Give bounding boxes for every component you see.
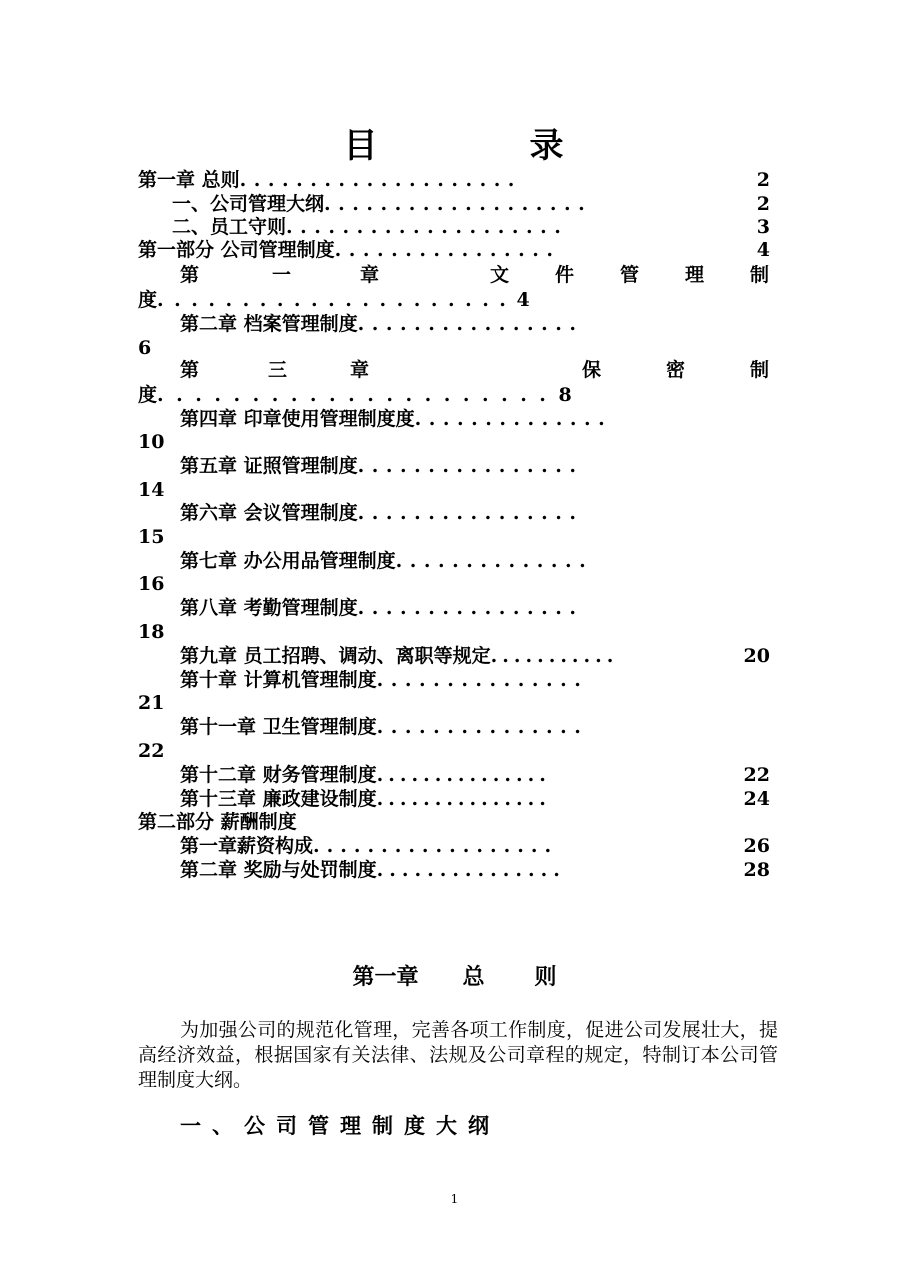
page-number: 1: [450, 1192, 459, 1206]
toc-entry-label: 第九章 员工招聘、调动、离职等规定: [180, 645, 491, 667]
toc-char: 第: [180, 264, 200, 286]
toc-char: 件: [555, 264, 575, 286]
chapter-heading-number: 第一章: [352, 964, 419, 990]
toc-char: 保: [582, 359, 602, 381]
chapter-heading: [0, 960, 909, 991]
toc-entry-spread[interactable]: [180, 358, 770, 382]
toc-leader-dots: ................: [357, 313, 584, 335]
toc-char: 章: [360, 264, 380, 286]
toc-entry[interactable]: [172, 192, 770, 216]
toc-entry-label: 第八章 考勤管理制度: [180, 597, 358, 619]
toc-leader-dots: ....................: [239, 169, 522, 191]
toc-leader-dots: ..............: [414, 408, 613, 430]
toc-leader-dots: ...............: [376, 716, 589, 738]
toc-entry-label: 一、公司管理大纲: [172, 193, 325, 215]
toc-page-number: 4: [516, 289, 530, 311]
toc-entry[interactable]: [180, 763, 770, 787]
toc-entry[interactable]: [180, 407, 770, 431]
toc-leader-dots: ....................: [286, 216, 569, 238]
toc-char: 文: [490, 264, 510, 286]
toc-leader-dots: ...................: [324, 193, 593, 215]
toc-entry-label: 第六章 会议管理制度: [180, 502, 358, 524]
toc-page-number: 6: [138, 337, 152, 359]
toc-entry[interactable]: [180, 834, 770, 858]
toc-entry-continuation: [138, 383, 572, 407]
toc-entry[interactable]: [180, 668, 770, 692]
chapter-heading-char: 总: [462, 964, 485, 990]
toc-entry-label: 第一部分 公司管理制度: [138, 239, 335, 261]
toc-entry[interactable]: [180, 312, 770, 336]
toc-leader-dots: .....................: [157, 289, 517, 311]
chapter-heading-char: 则: [534, 964, 557, 990]
toc-entry[interactable]: [138, 810, 297, 834]
toc-entry-label: 第二章 档案管理制度: [180, 313, 358, 335]
toc-char: 章: [350, 359, 370, 381]
toc-page-number: 22: [138, 740, 165, 762]
section-heading: 一、公司管理制度大纲: [180, 1113, 500, 1138]
toc-page-number: 22: [743, 764, 770, 786]
toc-page-number: 2: [756, 169, 770, 191]
toc-entry-label: 第四章 印章使用管理制度度: [180, 408, 415, 430]
toc-entry-continuation: [138, 288, 530, 312]
toc-entry-label: 度: [138, 289, 158, 311]
toc-entry[interactable]: [180, 501, 770, 525]
toc-page-number: 16: [138, 573, 165, 595]
toc-entry[interactable]: [180, 858, 770, 882]
toc-page-number-wrapped: [138, 691, 164, 715]
toc-leader-dots: ...............: [376, 669, 589, 691]
toc-entry-label: 第十一章 卫生管理制度: [180, 716, 377, 738]
toc-entry[interactable]: [180, 454, 770, 478]
toc-leader-dots: ...............: [376, 859, 566, 881]
toc-page-number-wrapped: [138, 525, 164, 549]
toc-page-number: 10: [138, 431, 165, 453]
toc-page-number-wrapped: [138, 336, 151, 360]
toc-entry[interactable]: [172, 215, 770, 239]
toc-entry-label: 第十二章 财务管理制度: [180, 764, 377, 786]
toc-entry[interactable]: [180, 787, 770, 811]
toc-page-number: 28: [743, 859, 770, 881]
toc-page-number: 24: [743, 788, 770, 810]
toc-entry[interactable]: [180, 596, 770, 620]
toc-leader-dots: ...............: [376, 788, 551, 810]
toc-page-number-wrapped: [138, 620, 164, 644]
toc-page-number-wrapped: [138, 430, 164, 454]
toc-page-number: 21: [138, 692, 165, 714]
toc-char: 制: [750, 264, 770, 286]
toc-leader-dots: .....................: [157, 384, 559, 406]
toc-entry-label: 第二部分 薪酬制度: [138, 811, 297, 833]
toc-entry-label: 第十章 计算机管理制度: [180, 669, 377, 691]
toc-page-number: 14: [138, 479, 165, 501]
toc-entry[interactable]: [180, 644, 770, 668]
toc-page-number: 3: [756, 216, 770, 238]
toc-leader-dots: ................: [357, 597, 584, 619]
toc-char: 制: [750, 359, 770, 381]
toc-leader-dots: ..............: [395, 550, 594, 572]
toc-entry-label: 第七章 办公用品管理制度: [180, 550, 396, 572]
toc-title-char-1: 目: [343, 126, 380, 166]
toc-page-number: 4: [756, 239, 770, 261]
toc-char: 三: [268, 359, 288, 381]
toc-page-number-wrapped: [138, 739, 164, 763]
toc-entry-label: 第一章薪资构成: [180, 835, 314, 857]
toc-leader-dots: ................: [357, 502, 584, 524]
toc-char: 管: [620, 264, 640, 286]
toc-page-number: 8: [558, 384, 572, 406]
toc-title-char-2: 录: [529, 126, 566, 166]
toc-entry[interactable]: [138, 238, 770, 262]
body-paragraph: 为加强公司的规范化管理，完善各项工作制度，促进公司发展壮大，提高经济效益，根据国家有关法律、法规及公司章程的规定，特制订本公司管理制度大纲。: [138, 1019, 778, 1091]
toc-entry-label: 第十三章 廉政建设制度: [180, 788, 377, 810]
toc-entry[interactable]: [180, 715, 770, 739]
toc-page-number: 15: [138, 526, 165, 548]
toc-entry-label: 度: [138, 384, 158, 406]
toc-leader-dots: ................: [357, 455, 584, 477]
toc-entry-label: 二、员工守则: [172, 216, 287, 238]
toc-leader-dots: ...........: [490, 645, 619, 667]
toc-leader-dots: ..................: [313, 835, 559, 857]
toc-page-number: 26: [743, 835, 770, 857]
toc-char: 密: [666, 359, 686, 381]
toc-page-number: 2: [756, 193, 770, 215]
toc-entry-spread[interactable]: [180, 263, 770, 287]
toc-entry-label: 第二章 奖励与处罚制度: [180, 859, 377, 881]
toc-entry[interactable]: [180, 549, 770, 573]
toc-page-number-wrapped: [138, 478, 164, 502]
toc-page-number: 18: [138, 621, 165, 643]
toc-entry-label: 第五章 证照管理制度: [180, 455, 358, 477]
toc-title: [0, 118, 909, 167]
toc-char: 理: [685, 264, 705, 286]
toc-char: 第: [180, 359, 200, 381]
toc-leader-dots: ...............: [376, 764, 551, 786]
toc-char: 一: [272, 264, 292, 286]
toc-page-number: 20: [743, 645, 770, 667]
toc-entry-label: 第一章 总则: [138, 169, 240, 191]
toc-entry[interactable]: [138, 168, 770, 192]
toc-page-number-wrapped: [138, 572, 164, 596]
toc-leader-dots: ................: [334, 239, 561, 261]
